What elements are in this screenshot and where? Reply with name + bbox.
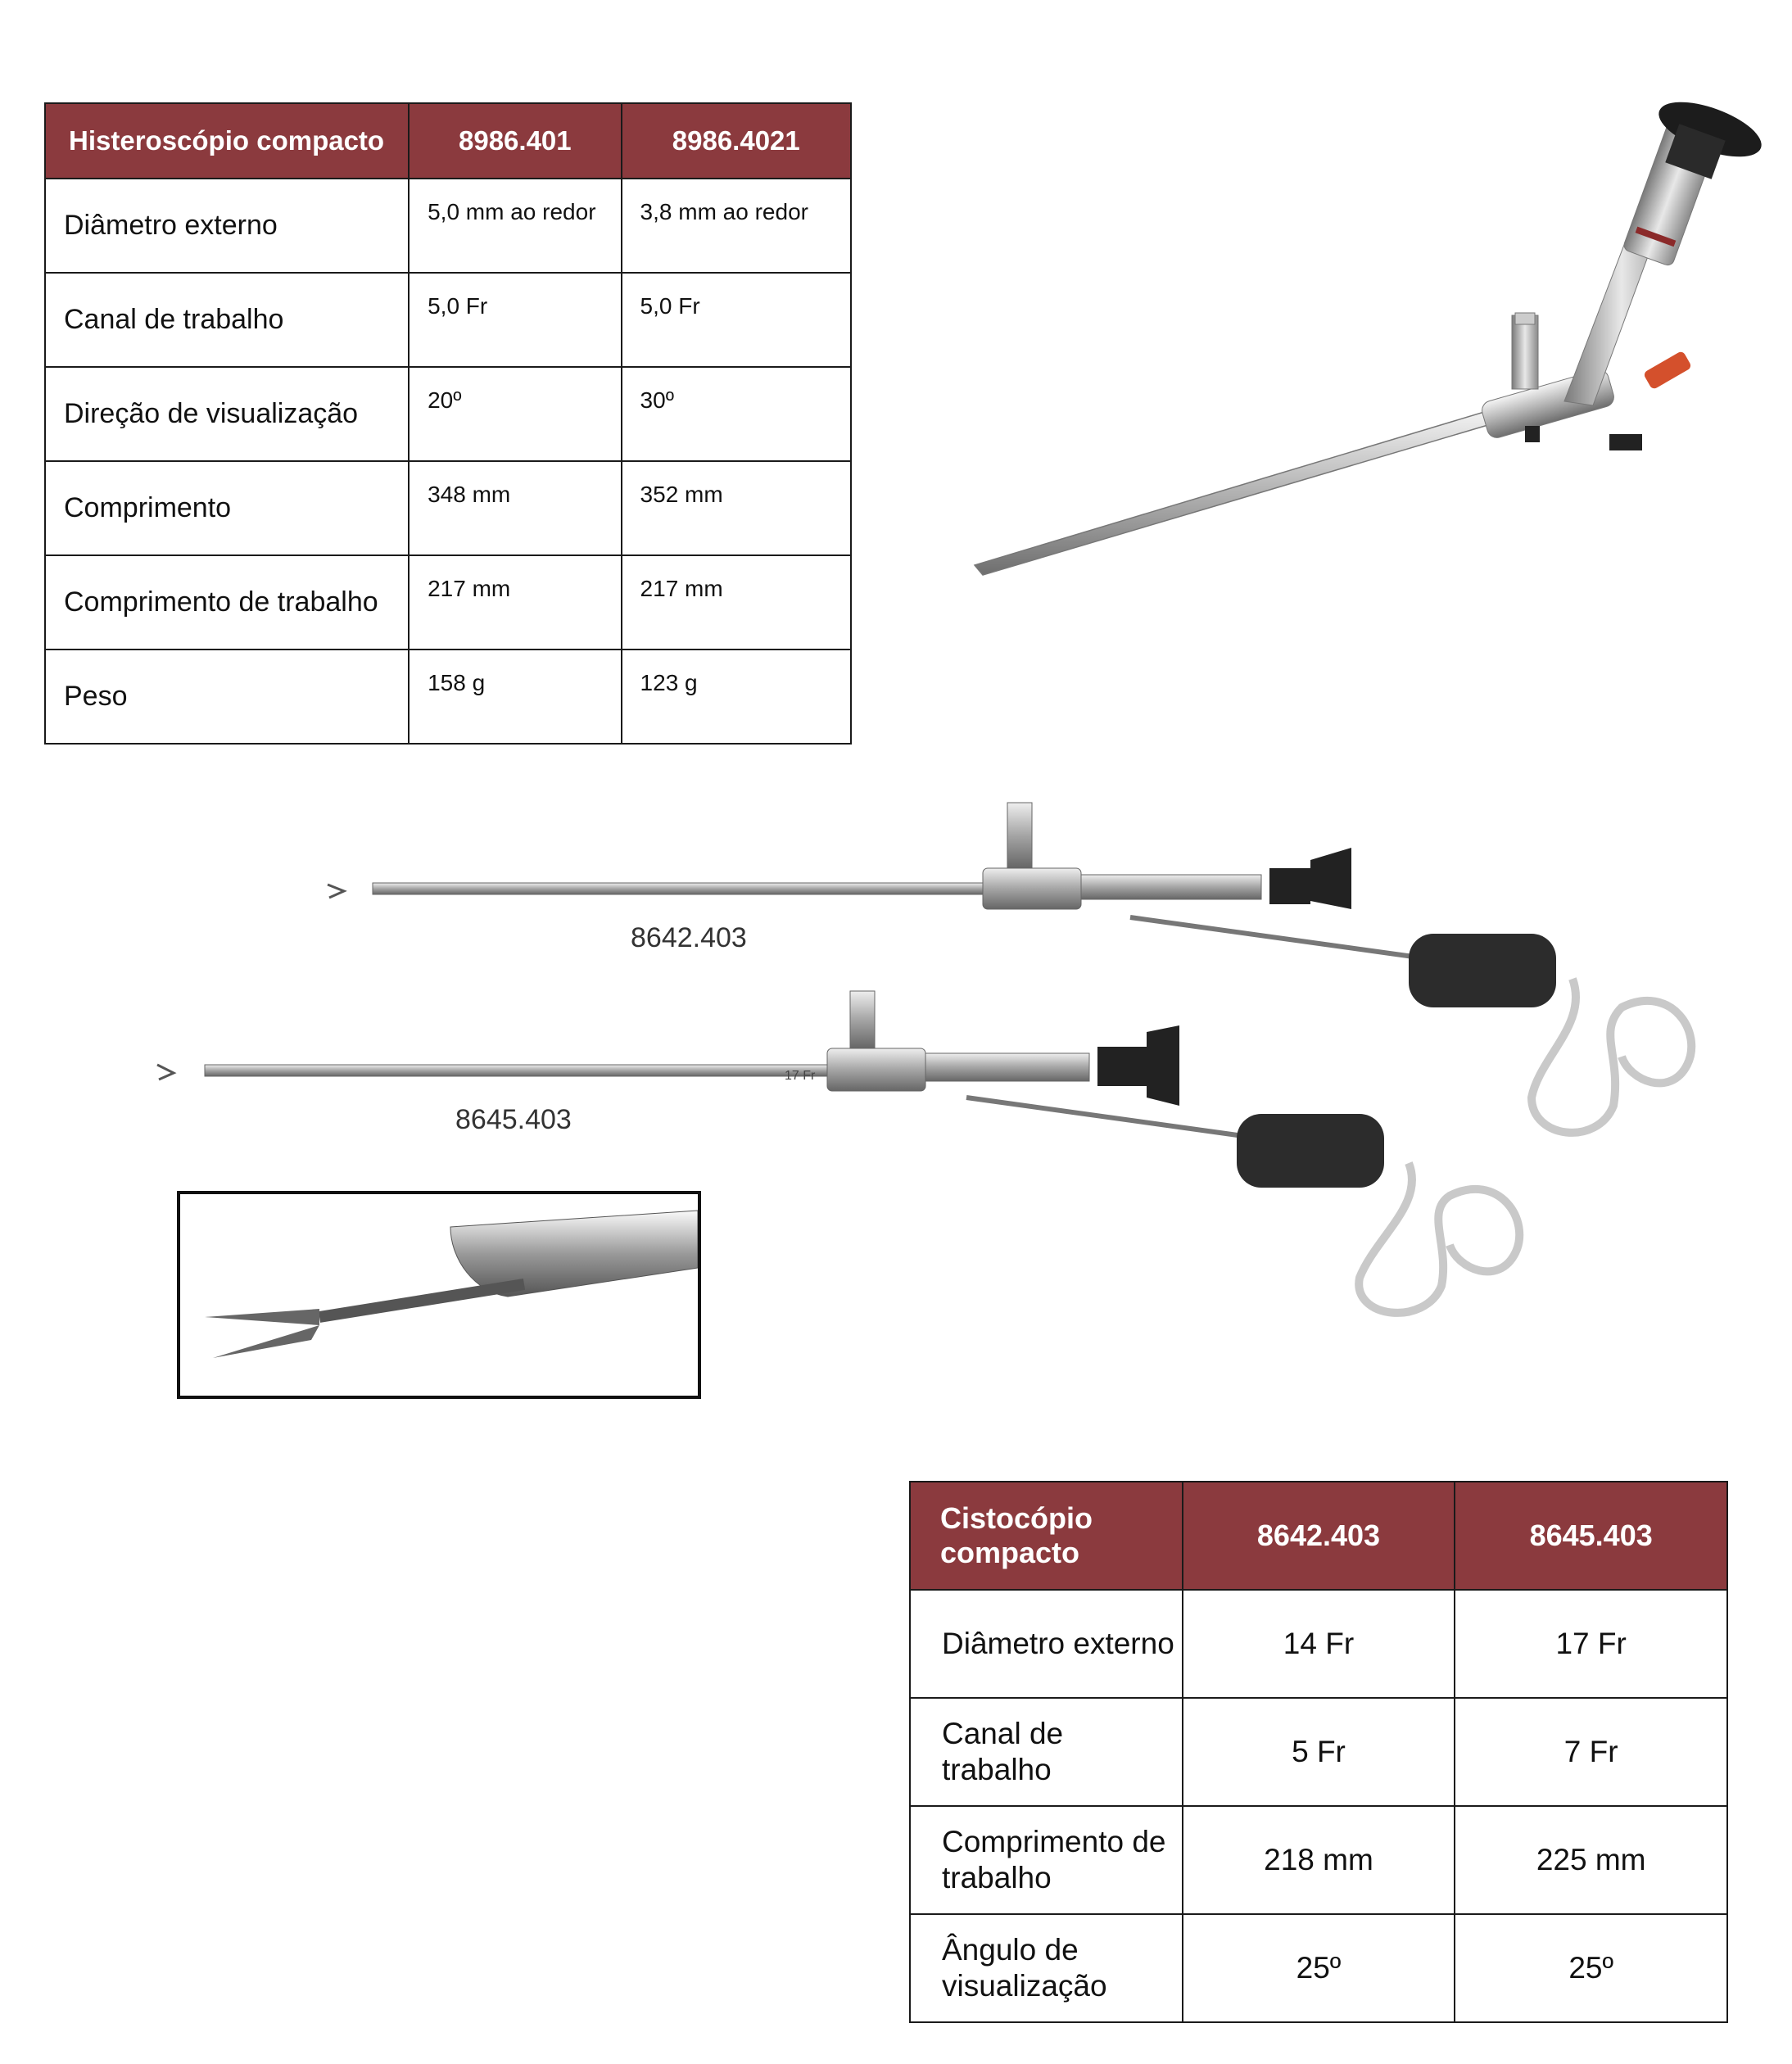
cystoscope-8642 — [328, 803, 1691, 1133]
model-label-8645: 8645.403 — [455, 1104, 572, 1135]
forceps-closeup-image — [180, 1194, 698, 1396]
forceps-closeup-inset — [177, 1191, 701, 1399]
table-header-cell: Histeroscópio compacto — [45, 103, 409, 179]
row-label: Peso — [45, 650, 409, 744]
table-cell: 30º — [622, 367, 851, 461]
table-header-cell: Cistocópio compacto — [910, 1482, 1183, 1590]
table-header-cell: 8645.403 — [1455, 1482, 1727, 1590]
table-row — [45, 273, 851, 367]
table-cell: 25º — [1183, 1914, 1455, 2022]
table-cell: 217 mm — [409, 555, 621, 650]
hysteroscope-spec-table — [44, 102, 852, 745]
row-label: Comprimento de trabalho — [910, 1806, 1183, 1914]
row-label: Ângulo de visualização — [910, 1914, 1183, 2022]
table-cell: 158 g — [409, 650, 621, 744]
table-cell: 348 mm — [409, 461, 621, 555]
table-cell: 20º — [409, 367, 621, 461]
table-cell: 5 Fr — [1183, 1698, 1455, 1806]
table-header-cell: 8642.403 — [1183, 1482, 1455, 1590]
table-header-cell: 8986.4021 — [622, 103, 851, 179]
table-cell: 14 Fr — [1183, 1590, 1455, 1698]
table-row — [45, 367, 851, 461]
row-label: Canal de trabalho — [910, 1698, 1183, 1806]
row-label: Diâmetro externo — [45, 179, 409, 273]
row-label: Comprimento de trabalho — [45, 555, 409, 650]
table-row — [910, 1914, 1727, 2022]
hysteroscope-image — [958, 90, 1777, 598]
table-cell: 5,0 Fr — [409, 273, 621, 367]
row-label: Diâmetro externo — [910, 1590, 1183, 1698]
table-cell: 5,0 Fr — [622, 273, 851, 367]
table-cell: 3,8 mm ao redor — [622, 179, 851, 273]
table-cell: 123 g — [622, 650, 851, 744]
table-header-row — [910, 1482, 1727, 1590]
table-row — [45, 555, 851, 650]
table-cell: 5,0 mm ao redor — [409, 179, 621, 273]
model-label-8642: 8642.403 — [631, 922, 747, 953]
table-row — [910, 1806, 1727, 1914]
table-header-row — [45, 103, 851, 179]
row-label: Comprimento — [45, 461, 409, 555]
table-cell: 217 mm — [622, 555, 851, 650]
row-label: Canal de trabalho — [45, 273, 409, 367]
table-row — [45, 650, 851, 744]
table-cell: 352 mm — [622, 461, 851, 555]
table-cell: 25º — [1455, 1914, 1727, 2022]
row-label: Direção de visualização — [45, 367, 409, 461]
table-row — [45, 461, 851, 555]
table-row — [910, 1590, 1727, 1698]
table-row — [45, 179, 851, 273]
table-row — [910, 1698, 1727, 1806]
table-cell: 7 Fr — [1455, 1698, 1727, 1806]
table-header-cell: 8986.401 — [409, 103, 621, 179]
cystoscope-spec-table — [909, 1481, 1728, 2023]
table-cell: 17 Fr — [1455, 1590, 1727, 1698]
table-cell: 218 mm — [1183, 1806, 1455, 1914]
shaft-marking: 17 Fr — [785, 1069, 816, 1083]
table-cell: 225 mm — [1455, 1806, 1727, 1914]
